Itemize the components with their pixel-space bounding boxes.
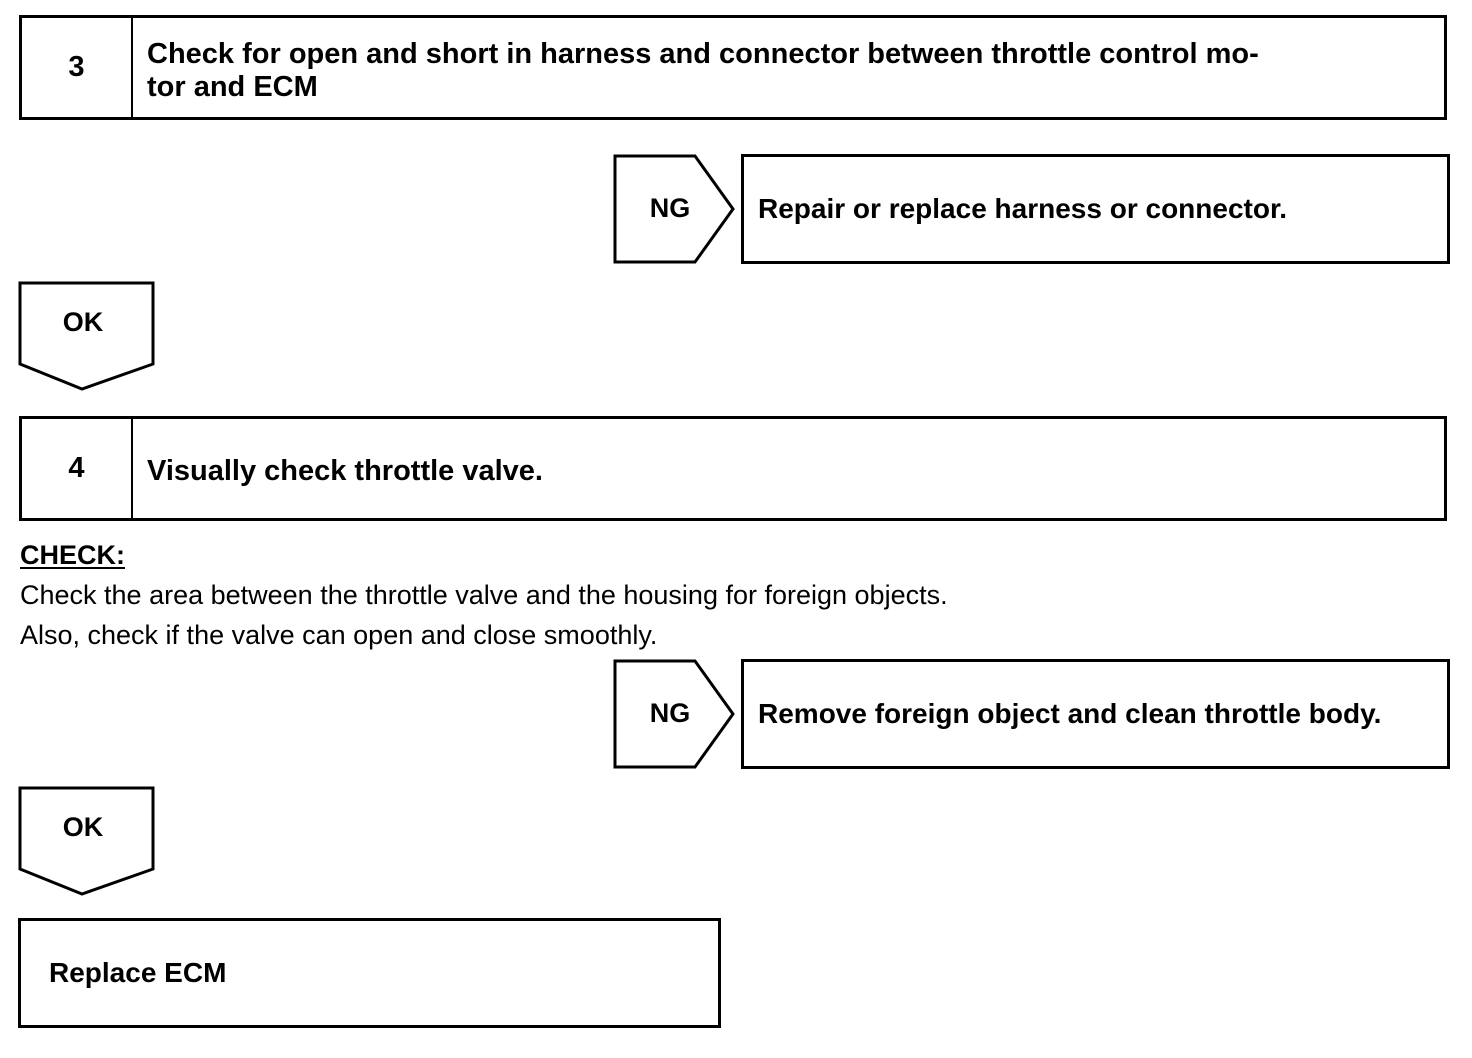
- final-action-text: Replace ECM: [49, 957, 227, 988]
- ng-result-box: [741, 659, 1450, 769]
- ok-label: OK: [62, 812, 104, 842]
- step-number: 4: [22, 419, 133, 518]
- final-action-box: [18, 918, 721, 1028]
- check-line-2: Also, check if the valve can open and close smoothly.: [20, 620, 658, 650]
- step-3-box: [19, 15, 1447, 120]
- check-line-1: Check the area between the throttle valve and the housing for foreign objects.: [20, 580, 948, 610]
- step-4-box: [19, 416, 1447, 521]
- step-title: [147, 38, 1430, 104]
- ng-action-text: Repair or replace harness or connector.: [758, 193, 1288, 224]
- ng-label: NG: [649, 193, 691, 223]
- ng-label: NG: [649, 698, 691, 728]
- step-number: 3: [22, 18, 133, 117]
- ng-result-box: [741, 154, 1450, 264]
- step-title: Visually check throttle valve.: [147, 455, 543, 487]
- ng-action-text: Remove foreign object and clean throttle body.: [758, 698, 1382, 729]
- step-title-line-1: Check for open and short in harness and connector between throttle control mo-: [147, 38, 1259, 70]
- step-title-line-2: tor and ECM: [147, 71, 318, 103]
- check-heading: CHECK:: [20, 540, 125, 570]
- ok-label: OK: [62, 307, 104, 337]
